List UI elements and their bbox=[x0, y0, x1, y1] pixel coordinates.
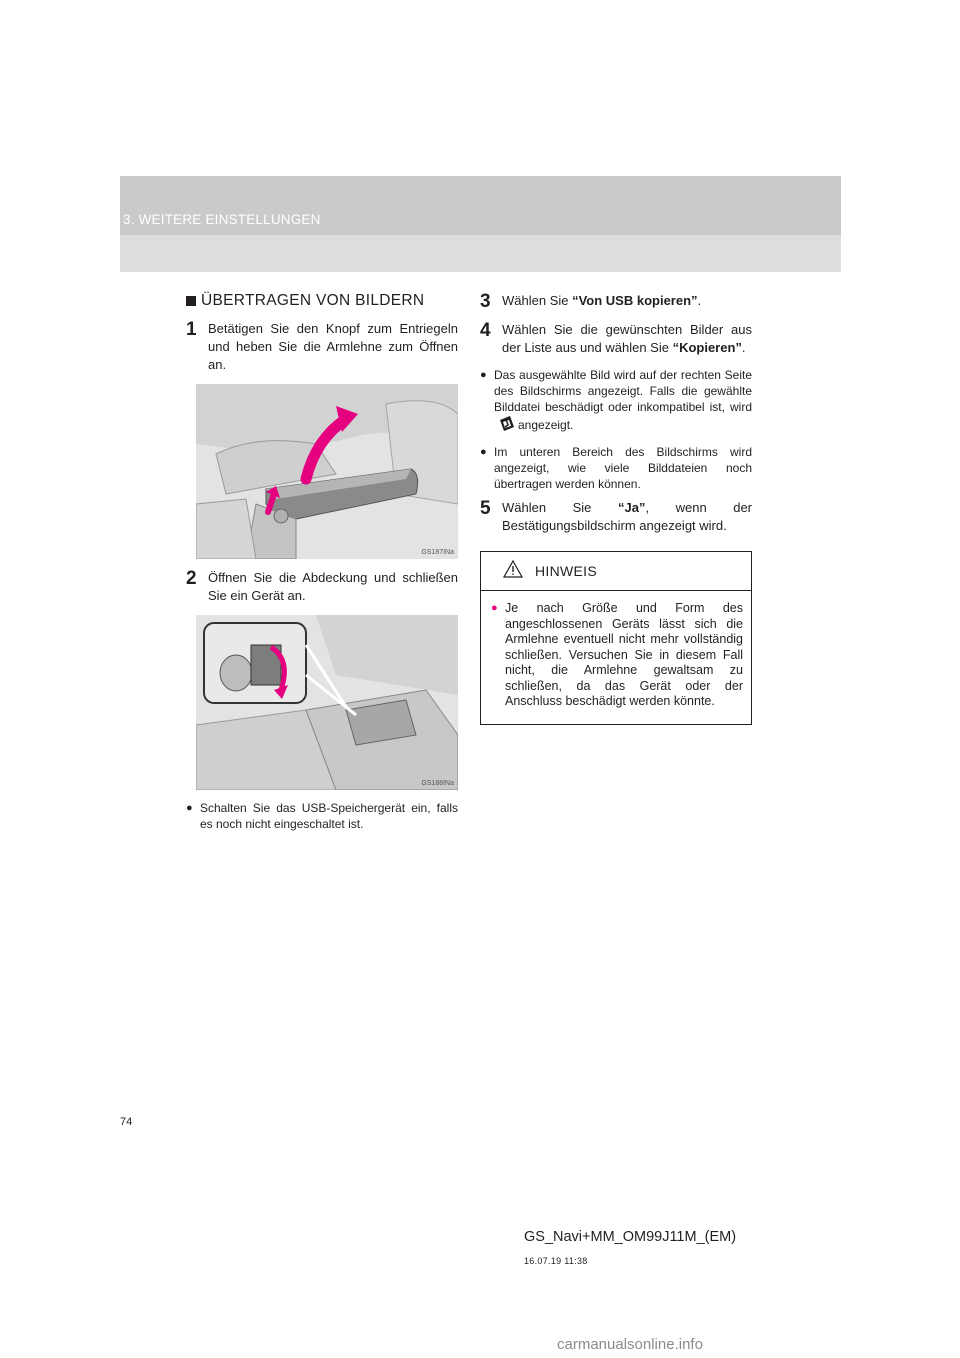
bullet-item bbox=[480, 444, 752, 492]
step-prefix: Wählen Sie bbox=[502, 293, 573, 308]
step-4 bbox=[480, 321, 752, 357]
bullet-text: Schalten Sie das USB-Speichergerät ein, falls es noch nicht eingeschaltet ist. bbox=[200, 801, 458, 831]
step-3 bbox=[480, 292, 752, 311]
armrest-illustration bbox=[196, 384, 458, 559]
step-suffix: , wenn der Bestätigungsbildschirm angezeigt wird. bbox=[502, 500, 753, 533]
page-number: 74 bbox=[120, 1116, 133, 1128]
bullet-text: Im unteren Bereich des Bildschirms wird angezeigt, wie viele Bilddateien noch übertragen werden können. bbox=[494, 445, 752, 491]
chapter-title: 3. WEITERE EINSTELLUNGEN bbox=[123, 212, 321, 227]
section-heading bbox=[186, 292, 458, 310]
document-code: GS_Navi+MM_OM99J11M_(EM) bbox=[524, 1229, 737, 1245]
figure-usb-connector bbox=[196, 615, 458, 790]
figure-code: GS188INa bbox=[421, 780, 454, 787]
warning-triangle-icon bbox=[503, 560, 523, 583]
step-number: 5 bbox=[480, 498, 491, 519]
step-text bbox=[502, 321, 752, 357]
figure-armrest bbox=[196, 384, 458, 559]
step-text: Öffnen Sie die Abdeckung und schließen Sie ein Gerät an. bbox=[208, 570, 458, 603]
figure-code: GS187INa bbox=[421, 549, 454, 556]
square-bullet-icon bbox=[186, 296, 196, 306]
bullet-dot-icon: ● bbox=[491, 602, 498, 614]
step-text: Betätigen Sie den Knopf zum Entriegeln und heben Sie die Armlehne zum Öffnen an. bbox=[208, 321, 458, 372]
note-text: Je nach Größe und Form des angeschlossenen Geräts lässt sich die Armlehne eventuell nicht mehr vollständig schließen. Versuchen Sie in diesem Fall nicht, die Armlehne gewaltsam zu schließen, da das Gerät oder der Anschluss beschädigt werden könnte. bbox=[505, 601, 743, 708]
step-2 bbox=[186, 569, 458, 605]
step-prefix: Wählen Sie die gewünschten Bilder aus der Liste aus und wählen Sie bbox=[502, 322, 752, 355]
step-text bbox=[502, 292, 752, 311]
step-prefix: Wählen Sie bbox=[502, 500, 618, 515]
right-column bbox=[480, 292, 752, 725]
step-action-label: “Kopieren” bbox=[672, 340, 742, 355]
note-title: HINWEIS bbox=[535, 563, 597, 579]
bullet-dot-icon: ● bbox=[480, 369, 487, 381]
step-suffix: . bbox=[741, 340, 746, 355]
bullet-dot-icon: ● bbox=[186, 802, 193, 814]
usb-connector-illustration bbox=[196, 615, 458, 790]
step-number: 3 bbox=[480, 291, 491, 312]
note-header bbox=[481, 552, 751, 590]
bullet-dot-icon: ● bbox=[480, 446, 487, 458]
step-action-label: “Ja” bbox=[617, 500, 646, 515]
step-suffix: . bbox=[697, 293, 702, 308]
note-box bbox=[480, 551, 752, 725]
note-divider bbox=[481, 590, 751, 591]
step-5 bbox=[480, 499, 752, 535]
note-item bbox=[481, 601, 751, 710]
step-number: 4 bbox=[480, 320, 491, 341]
print-date: 16.07.19 11:38 bbox=[524, 1256, 588, 1266]
step-1 bbox=[186, 320, 458, 374]
bullet-post: angezeigt. bbox=[518, 418, 574, 433]
step-number: 1 bbox=[186, 319, 197, 340]
bullet-pre: Das ausgewählte Bild wird auf der rechten Seite des Bildschirms angezeigt. Falls die gewählte Bilddatei beschädigt oder inkompatibel ist, wird bbox=[494, 368, 752, 414]
step-action-label: “Von USB kopieren” bbox=[572, 293, 698, 308]
step-number: 2 bbox=[186, 568, 197, 589]
bullet-item bbox=[186, 800, 458, 832]
broken-image-icon bbox=[497, 415, 515, 437]
left-column bbox=[186, 292, 458, 839]
bullet-item bbox=[480, 367, 752, 437]
section-heading-text: ÜBERTRAGEN VON BILDERN bbox=[201, 292, 425, 309]
bullet-text bbox=[494, 367, 752, 437]
step-text bbox=[502, 499, 752, 535]
watermark: carmanualsonline.info bbox=[557, 1336, 703, 1353]
